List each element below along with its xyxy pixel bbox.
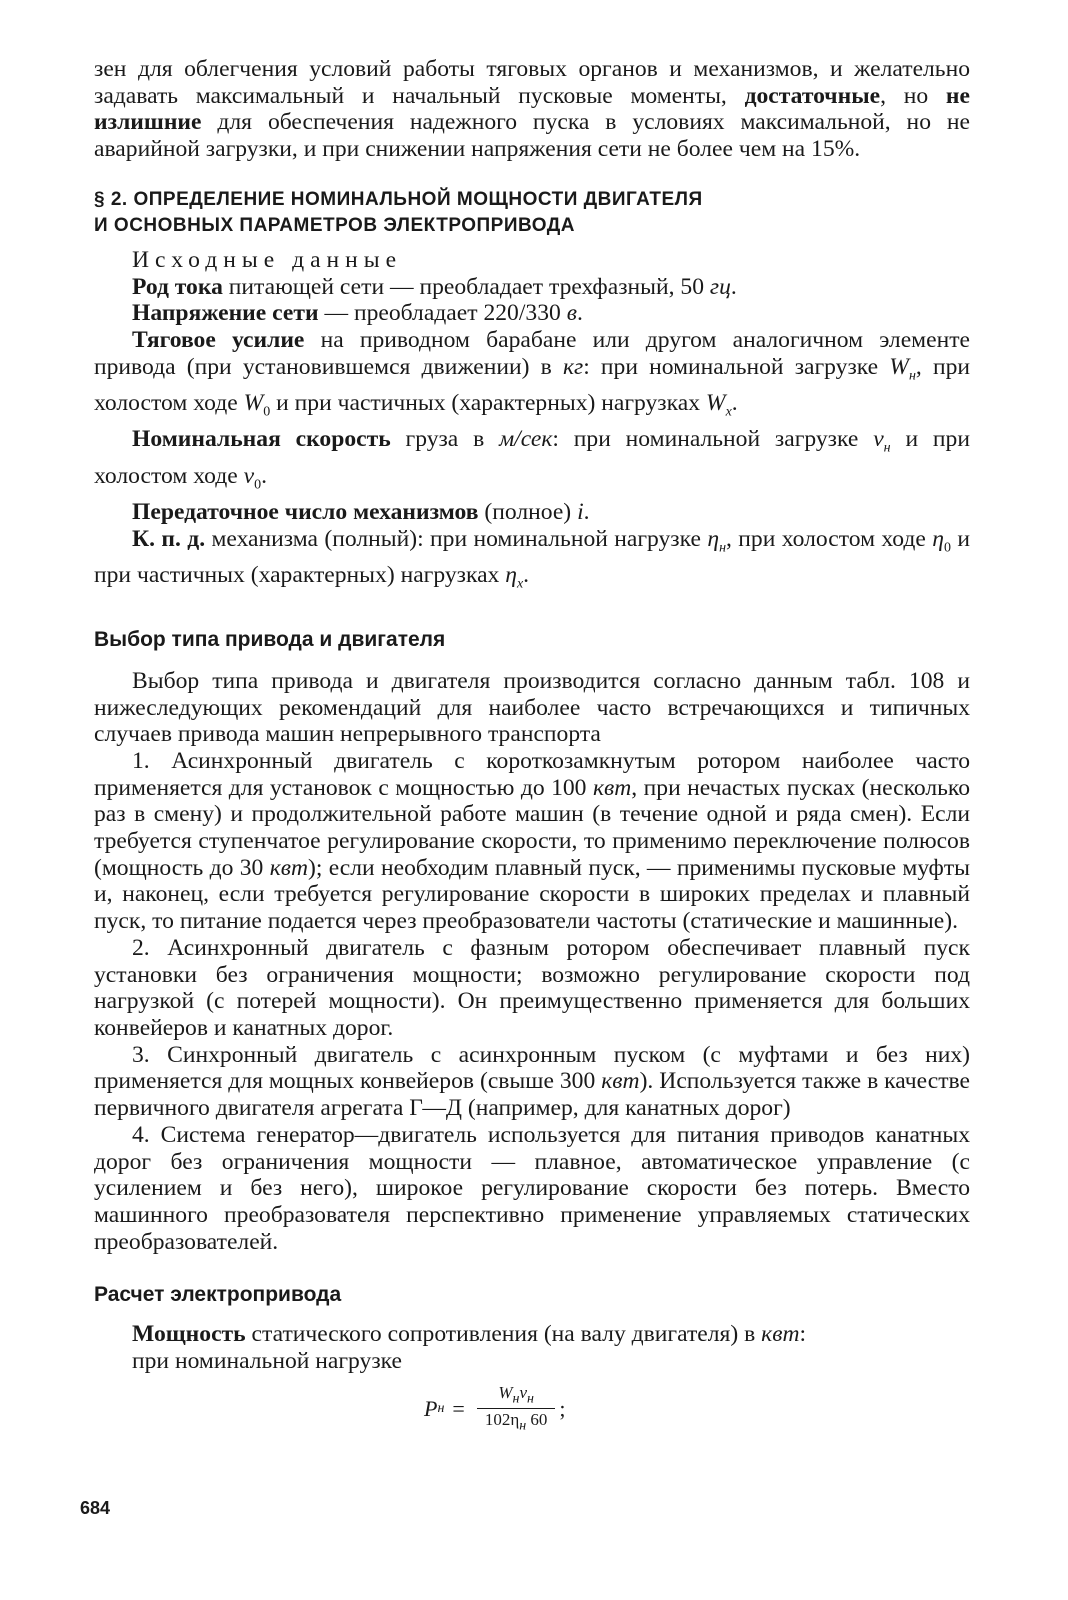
initial-data-heading: Исходные данные bbox=[132, 246, 403, 273]
choice-heading: Выбор типа привода и двигателя bbox=[94, 627, 446, 651]
formula-numerator: $W_нv_н$ bbox=[498, 1382, 534, 1407]
voltage: Напряжение сети — преобладает 220/330 в. bbox=[132, 300, 583, 327]
choice-item-2: 2. Асинхронный двигатель с фазным ротором обеспечивает плавный пуск установки без ограничения мощности; возможно регулирование скорости под нагрузкой (с потерей мощности). Он преимущественно применяется для больших конвейеров и канатных дорог. bbox=[94, 934, 970, 1041]
efficiency: К. п. д. механизма (полный): при номинальной нагрузке $\eta_н$, при холостом ходе $\eta_0$ и при частичных (характерных) нагрузках $\eta_x$. bbox=[94, 526, 971, 593]
traction-force: Тяговое усилие на приводном барабане или другом аналогичном элементе привода (при установившемся движении) в кг: при номинальной загрузке $W_н$, при холостом ходе $W_0$ и при частичных (характерных) нагрузках $W_x$. bbox=[94, 326, 970, 420]
power-formula: P н = $\frac{W_нv_н}{102\eta_н 60}$ ; bbox=[424, 1382, 566, 1434]
calc-heading: Расчет электропривода bbox=[94, 1283, 342, 1307]
power-paragraph: Мощность статического сопротивления (на валу двигателя) в квт: bbox=[132, 1321, 807, 1348]
choice-item-4: 4. Система генератор—двигатель используется для питания приводов канатных дорог без ограничения мощности — плавное, автоматическое управление (с усилением и без него), широкое регулирование скорости без потерь. Вместо машинного преобразователя перспективно применение управляемых статических преобразователей. bbox=[94, 1121, 970, 1255]
choice-intro: Выбор типа привода и двигателя производится согласно данным табл. 108 и нижеследующих рекомендаций для наиболее часто встречающихся и типичных случаев привода машин непрерывного транспорта bbox=[94, 667, 970, 748]
gear-ratio: Передаточное число механизмов (полное) i. bbox=[132, 499, 590, 526]
section-title-line2: И ОСНОВНЫХ ПАРАМЕТРОВ ЭЛЕКТРОПРИВОДА bbox=[94, 214, 576, 236]
choice-item-1: 1. Асинхронный двигатель с короткозамкнутым ротором наиболее часто применяется для установок с мощностью до 100 квт, при нечастых пусках (несколько раз в смену) и продолжительной работе машин (в течение одной и ряда смен). Если требуется ступенчатое регулирование скорости, то применимо переключение полюсов (мощность до 30 квт); если необходим плавный пуск, — применимы пусковые муфты и, наконец, если требуется регулирование скорости в широких пределах и плавный пуск, то питание подается через преобразователи частоты (статические и машинные). bbox=[94, 747, 970, 935]
nominal-speed: Номинальная скорость груза в м/сек: при номинальной загрузке $v_н$ и при холостом ходе $v_0$. bbox=[94, 426, 970, 493]
section-title-line1: § 2. ОПРЕДЕЛЕНИЕ НОМИНАЛЬНОЙ МОЩНОСТИ ДВИГАТЕЛЯ bbox=[94, 188, 703, 210]
power-nominal-line: при номинальной нагрузке bbox=[132, 1348, 402, 1375]
page-body bbox=[94, 56, 970, 1436]
section-heading bbox=[94, 187, 970, 239]
choice-item-3: 3. Синхронный двигатель с асинхронным пуском (с муфтами и без них) применяется для мощных конвейеров (свыше 300 квт). Используется также в качестве первичного двигателя агрегата Г—Д (например, для канатных дорог) bbox=[94, 1041, 970, 1122]
formula-fraction bbox=[477, 1383, 556, 1436]
formula-denominator: $102\eta_н$ 60 bbox=[477, 1408, 556, 1435]
intro-paragraph: зен для облегчения условий работы тяговых органов и механизмов, и желательно задавать максимальный и начальный пусковые моменты, достаточные, но не излишние для обеспечения надежного пуска в условиях максимальной, но не аварийной загрузки, и при снижении напряжения сети не более чем на 15%. bbox=[94, 56, 970, 163]
page-number: 684 bbox=[80, 1498, 111, 1518]
current-type: Род тока питающей сети — преобладает трехфазный, 50 гц. bbox=[132, 273, 737, 300]
